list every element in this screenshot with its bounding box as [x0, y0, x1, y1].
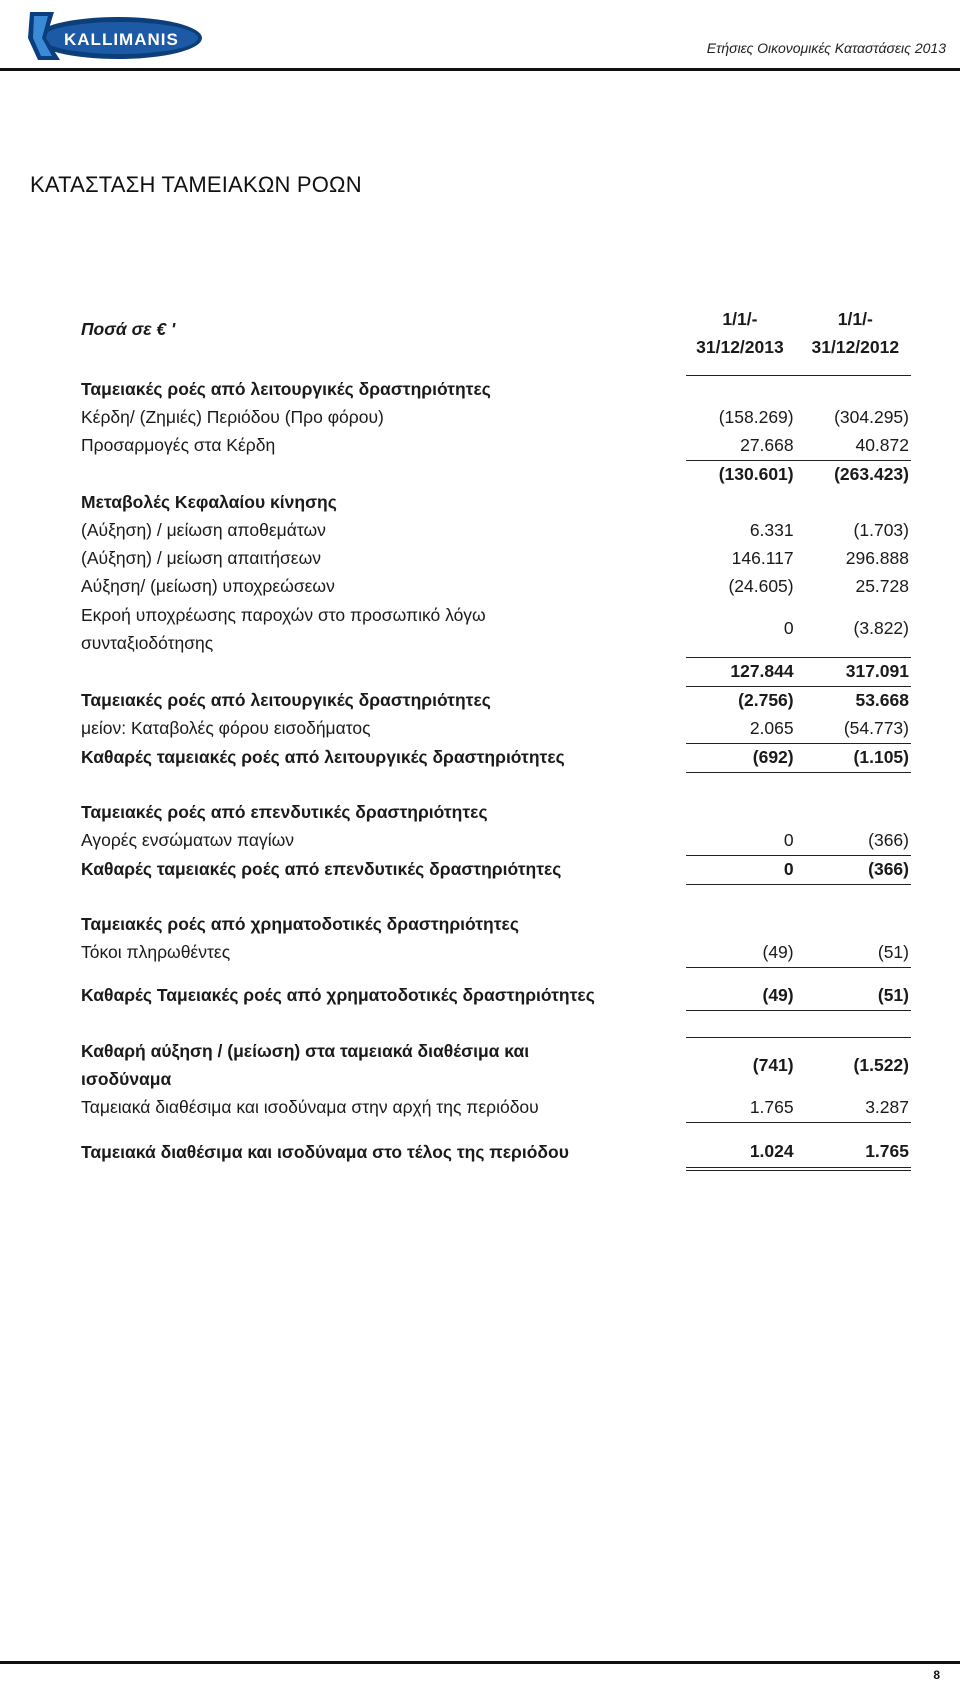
- column-header-2012: [802, 305, 911, 375]
- value-2012: 1.765: [802, 1137, 911, 1169]
- value-2012: 53.668: [802, 686, 911, 715]
- total-row-operating: [81, 743, 911, 772]
- value-2012: (366): [802, 827, 911, 856]
- value-2013: 0: [686, 827, 801, 856]
- table-row: [81, 686, 911, 715]
- row-label: (Αύξηση) / μείωση απαιτήσεων: [81, 548, 322, 568]
- value-2012: (54.773): [802, 715, 911, 744]
- company-logo: [24, 8, 204, 69]
- table-row: [81, 573, 911, 601]
- value-2013: [686, 375, 801, 404]
- page-header: [0, 0, 960, 72]
- row-label: μείον: Καταβολές φόρου εισοδήματος: [81, 718, 371, 739]
- table-row: [81, 1094, 911, 1123]
- row-label: Ταμειακά διαθέσιμα και ισοδύναμα στην αρχή της περιόδου: [81, 1097, 539, 1118]
- row-label: (Αύξηση) / μείωση αποθεμάτων: [81, 520, 326, 540]
- table-row: [81, 715, 911, 744]
- value-2013: 127.844: [730, 661, 794, 681]
- value-2013: (24.605): [728, 576, 794, 596]
- section-heading-investing: [81, 799, 911, 827]
- value-2012: [802, 799, 911, 827]
- cash-flow-table: [81, 305, 911, 1171]
- spacer-row: [81, 1010, 911, 1037]
- net-change-row: [81, 1037, 911, 1094]
- row-label: Καθαρές ταμειακές ροές από λειτουργικές δραστηριότητες: [81, 747, 565, 767]
- row-label: [81, 657, 686, 686]
- value-2013: 0: [686, 601, 801, 658]
- value-2012: (51): [802, 982, 911, 1011]
- value-2012: (1.703): [853, 520, 909, 540]
- table-row: [81, 404, 911, 432]
- row-label: Καθαρή αύξηση / (μείωση) στα ταμειακά διαθέσιμα και ισοδύναμα: [81, 1041, 530, 1090]
- column-header-2012-line2: 31/12/2012: [811, 337, 900, 357]
- column-header-2013-line1: 1/1/-: [722, 309, 758, 329]
- value-2013: 146.117: [731, 548, 794, 568]
- row-label: Ταμειακές ροές από χρηματοδοτικές δραστηριότητες: [81, 914, 519, 934]
- value-2013: 1.765: [686, 1094, 801, 1123]
- table-row: [81, 827, 911, 856]
- kallimanis-logo-icon: [24, 8, 204, 64]
- section-heading-working-capital: [81, 489, 911, 517]
- value-2012: (304.295): [834, 407, 909, 427]
- value-2013: (741): [752, 1055, 794, 1075]
- row-label: Ταμειακές ροές από λειτουργικές δραστηριότητες: [81, 689, 491, 710]
- statement-title: ΚΑΤΑΣΤΑΣΗ ΤΑΜΕΙΑΚΩΝ ΡΟΩΝ: [30, 172, 362, 197]
- total-row-investing: [81, 855, 911, 884]
- row-label: Καθαρές ταμειακές ροές από επενδυτικές δραστηριότητες: [81, 859, 562, 879]
- row-label: Καθαρές Ταμειακές ροές από χρηματοδοτικές δραστηριότητες: [81, 985, 595, 1006]
- value-2013: (2.756): [686, 686, 801, 715]
- row-label: Μεταβολές Κεφαλαίου κίνησης: [81, 492, 337, 512]
- spacer-row: [81, 967, 911, 982]
- table-row: [81, 939, 911, 968]
- spacer-row: [81, 884, 911, 911]
- row-label: [81, 460, 686, 489]
- value-2013: 1.024: [686, 1137, 801, 1169]
- value-2013: [686, 489, 801, 517]
- subtotal-row: [81, 460, 911, 489]
- page-number: 8: [933, 1668, 940, 1682]
- value-2013: [686, 799, 801, 827]
- table-row: [81, 601, 911, 658]
- value-2013: (158.269): [718, 407, 794, 427]
- row-label: Κέρδη/ (Ζημιές) Περιόδου (Προ φόρου): [81, 407, 384, 427]
- value-2012: (1.105): [802, 743, 911, 772]
- table-row: [81, 517, 911, 545]
- total-row-closing-cash: [81, 1137, 911, 1169]
- total-row-financing: [81, 982, 911, 1011]
- row-label: Τόκοι πληρωθέντες: [81, 942, 231, 963]
- row-label: Προσαρμογές στα Κέρδη: [81, 435, 276, 456]
- value-2012: (263.423): [834, 464, 909, 484]
- row-label: Αύξηση/ (μείωση) υποχρεώσεων: [81, 576, 335, 596]
- subtotal-row: [81, 657, 911, 686]
- value-2013: [686, 911, 801, 939]
- value-2013: 0: [686, 855, 801, 884]
- value-2012: 40.872: [802, 432, 911, 461]
- value-2012: 25.728: [855, 576, 909, 596]
- value-2012: 296.888: [845, 548, 909, 568]
- header-divider: [0, 68, 960, 71]
- amount-unit-label: Ποσά σε € ': [81, 319, 176, 339]
- row-label: Αγορές ενσώματων παγίων: [81, 830, 295, 851]
- table-row: [81, 545, 911, 573]
- table-header-row: [81, 305, 911, 375]
- value-2013: 6.331: [749, 520, 794, 540]
- value-2013: 2.065: [686, 715, 801, 744]
- row-label: Ταμειακές ροές από επενδυτικές δραστηριότητες: [81, 802, 488, 822]
- value-2012: (1.522): [853, 1055, 909, 1075]
- value-2012: (51): [802, 939, 911, 968]
- value-2012: [802, 375, 911, 404]
- value-2012: (3.822): [802, 601, 911, 658]
- spacer-row: [81, 772, 911, 799]
- table-row: [81, 432, 911, 461]
- footer-divider: [0, 1661, 960, 1664]
- spacer-row: [81, 1122, 911, 1137]
- value-2012: 317.091: [845, 661, 909, 681]
- column-header-2013: [686, 305, 801, 375]
- svg-text:KALLIMANIS: KALLIMANIS: [64, 30, 179, 49]
- section-heading-operating: [81, 375, 911, 404]
- value-2012: (366): [802, 855, 911, 884]
- value-2012: [802, 911, 911, 939]
- value-2013: 27.668: [686, 432, 801, 461]
- value-2012: 3.287: [802, 1094, 911, 1123]
- value-2013: (130.601): [718, 464, 794, 484]
- row-label: Εκροή υποχρέωσης παροχών στο προσωπικό λόγω συνταξιοδότησης: [81, 604, 486, 653]
- row-label: Ταμειακές ροές από λειτουργικές δραστηριότητες: [81, 378, 491, 399]
- value-2012: [802, 489, 911, 517]
- report-title: Ετήσιες Οικονομικές Καταστάσεις 2013: [706, 40, 946, 56]
- section-heading-financing: [81, 911, 911, 939]
- value-2013: (692): [686, 743, 801, 772]
- column-header-2013-line2: 31/12/2013: [696, 337, 784, 357]
- value-2013: (49): [686, 939, 801, 968]
- value-2013: (49): [686, 982, 801, 1011]
- column-header-2012-line1: 1/1/-: [837, 309, 873, 329]
- row-label: Ταμειακά διαθέσιμα και ισοδύναμα στο τέλος της περιόδου: [81, 1142, 569, 1162]
